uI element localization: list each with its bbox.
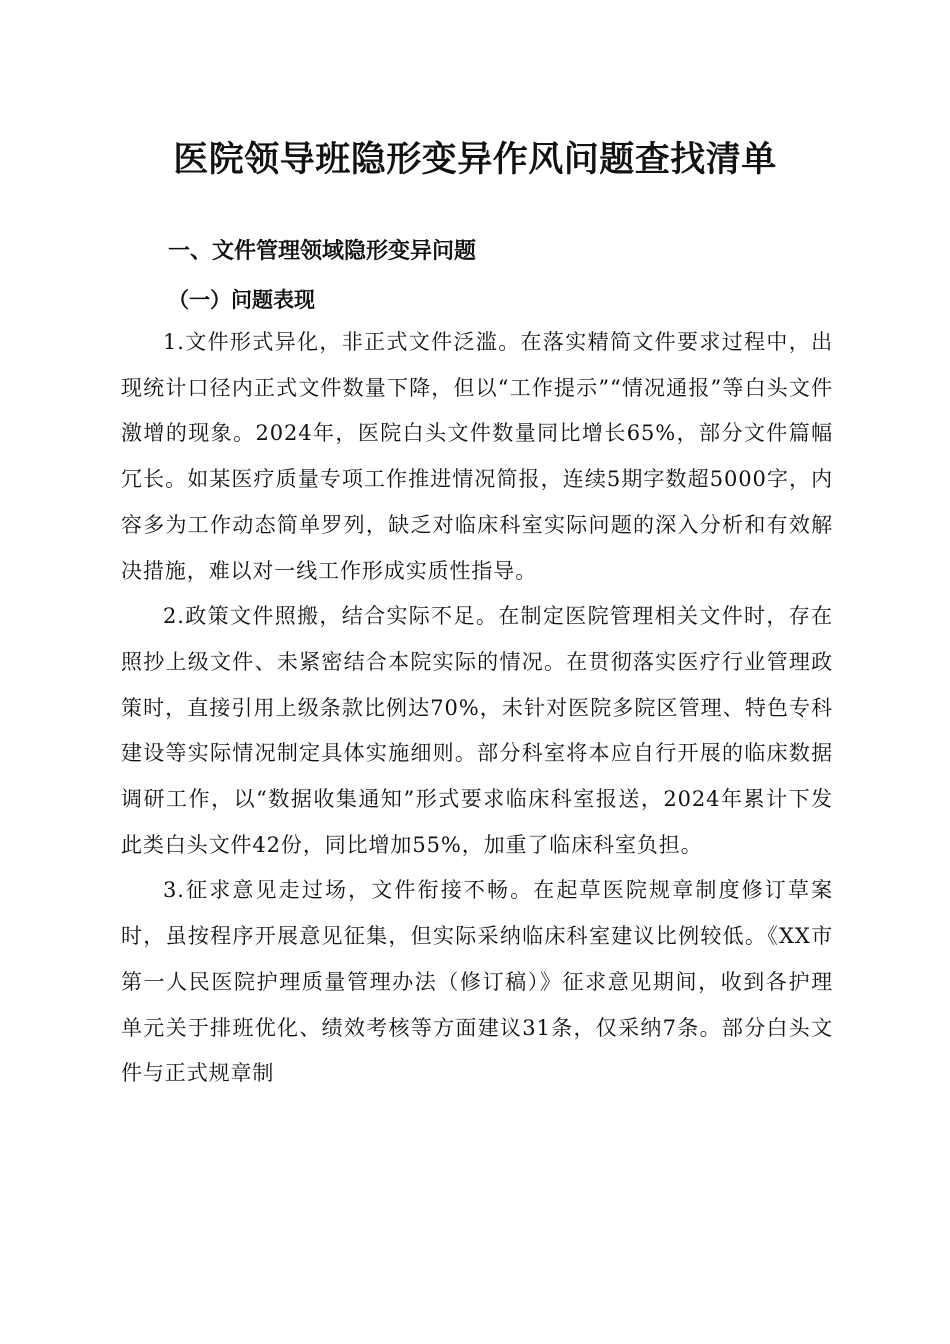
sub-heading: （一）问题表现 <box>168 287 315 312</box>
section-heading: 一、文件管理领域隐形变异问题 <box>168 239 477 264</box>
paragraph-1: 1.文件形式异化，非正式文件泛滥。在落实精简文件要求过程中，出现统计口径内正式文件数量下降，但以“工作提示”“情况通报”等白头文件激增的现象。2024年，医院白头文件数量同比增长65%，部分文件篇幅冗长。如某医疗质量专项工作推进情况简报，连续5期字数超5000字，内容多为工作动态简单罗列，缺乏对临床科室实际问题的深入分析和有效解决措施，难以对一线工作形成实质性指导。 <box>121 330 833 583</box>
paragraph-2: 2.政策文件照搬，结合实际不足。在制定医院管理相关文件时，存在照抄上级文件、未紧密结合本院实际的情况。在贯彻落实医疗行业管理政策时，直接引用上级条款比例达70%，未针对医院多院区管理、特色专科建设等实际情况制定具体实施细则。部分科室将本应自行开展的临床数据调研工作，以“数据收集通知”形式要求临床科室报送，2024年累计下发此类白头文件42份，同比增加55%，加重了临床科室负担。 <box>121 604 833 857</box>
body-text <box>121 320 833 1097</box>
paragraph-3: 3.征求意见走过场，文件衔接不畅。在起草医院规章制度修订草案时，虽按程序开展意见征集，但实际采纳临床科室建议比例较低。《XX市第一人民医院护理质量管理办法（修订稿）》征求意见期间，收到各护理单元关于排班优化、绩效考核等方面建议31条，仅采纳7条。部分白头文件与正式规章制 <box>121 878 833 1086</box>
document-title: 医院领导班隐形变异作风问题查找清单 <box>173 139 777 180</box>
